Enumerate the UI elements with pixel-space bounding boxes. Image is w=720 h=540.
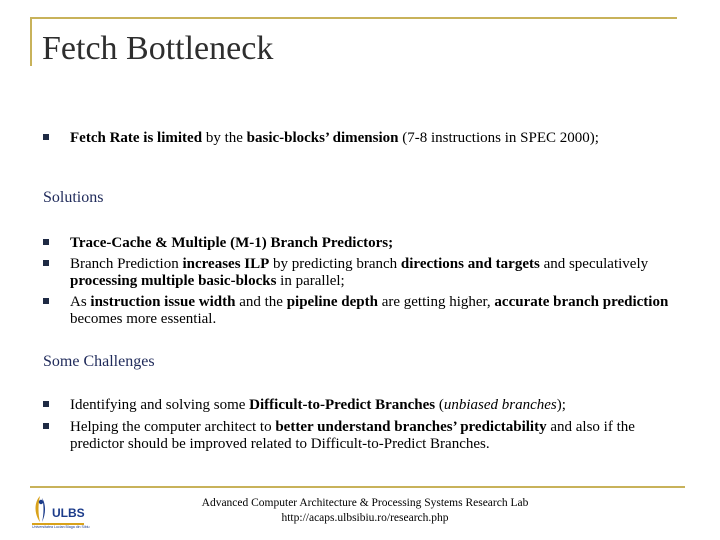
challenge-2-text-3: and also if the predictor should be improved related to Difficult-to-Predict Branches. — [70, 419, 635, 452]
solution-3-text-5: are getting higher, — [377, 294, 495, 310]
challenge-item-2 — [70, 419, 660, 452]
challenge-1-text-5: ); — [556, 397, 566, 413]
solution-3-bold-6: accurate branch prediction — [494, 294, 669, 310]
challenge-1-italic-4: unbiased branches — [443, 397, 557, 413]
challenge-1-bold-2: Difficult-to-Predict Branches — [249, 397, 436, 413]
solution-3-text-1: As — [70, 294, 91, 310]
challenge-1-text-1: Identifying and solving some — [70, 397, 250, 413]
footer-url[interactable]: http://acaps.ulbsibiu.ro/research.php — [281, 512, 449, 524]
intro-text-2: by the — [202, 130, 247, 146]
bullet-marker — [43, 134, 49, 140]
solution-2-bold-4: directions and targets — [400, 256, 540, 272]
challenge-2-text-1: Helping the computer architect to — [70, 419, 276, 435]
bullet-marker — [43, 239, 49, 245]
footer-divider — [30, 486, 685, 488]
bullet-marker — [43, 423, 49, 429]
frame-left-line — [30, 17, 32, 66]
challenges-heading: Some Challenges — [43, 353, 155, 370]
slide-title: Fetch Bottleneck — [42, 30, 274, 67]
solution-2-text-5: and speculatively — [539, 256, 649, 272]
solution-2-text-1: Branch Prediction — [70, 256, 183, 272]
intro-text — [70, 130, 670, 147]
solution-item-1 — [70, 235, 670, 252]
solution-2-text-3: by predicting branch — [269, 256, 401, 272]
footer-lab-name: Advanced Computer Architecture & Processing Systems Research Lab — [201, 497, 529, 509]
intro-bold-3: basic-blocks’ dimension — [246, 130, 399, 146]
challenge-item-1 — [70, 397, 690, 414]
challenge-2-bold-2: better understand branches’ predictability — [275, 419, 547, 435]
bullet-marker — [43, 298, 49, 304]
bullet-marker — [43, 401, 49, 407]
solution-3-text-3: and the — [235, 294, 287, 310]
solution-2-text-7: in parallel; — [276, 272, 345, 289]
solution-item-3 — [70, 294, 675, 327]
intro-bold-1: Fetch Rate is limited — [70, 130, 203, 146]
solution-1-bold: Trace-Cache & Multiple (M-1) Branch Predictors; — [70, 235, 394, 251]
bullet-marker — [43, 260, 49, 266]
solution-3-bold-4: pipeline depth — [286, 294, 378, 310]
solution-3-bold-2: instruction issue width — [90, 294, 236, 310]
logo-subtext: Universitatea Lucian Blaga din Sibiu — [32, 525, 90, 529]
intro-text-4: (7-8 instructions in SPEC 2000); — [398, 130, 599, 146]
frame-top-line — [30, 17, 677, 19]
solution-2-bold-6: processing multiple basic-blocks — [70, 272, 277, 289]
challenge-1-text-3: ( — [435, 397, 444, 413]
solutions-heading: Solutions — [43, 189, 104, 206]
logo-text: ULBS — [52, 506, 85, 520]
solution-3-text-7: becomes more essential. — [70, 310, 217, 327]
solution-item-2 — [70, 256, 675, 289]
ulbs-logo — [30, 492, 100, 530]
solution-2-bold-2: increases ILP — [182, 256, 270, 272]
